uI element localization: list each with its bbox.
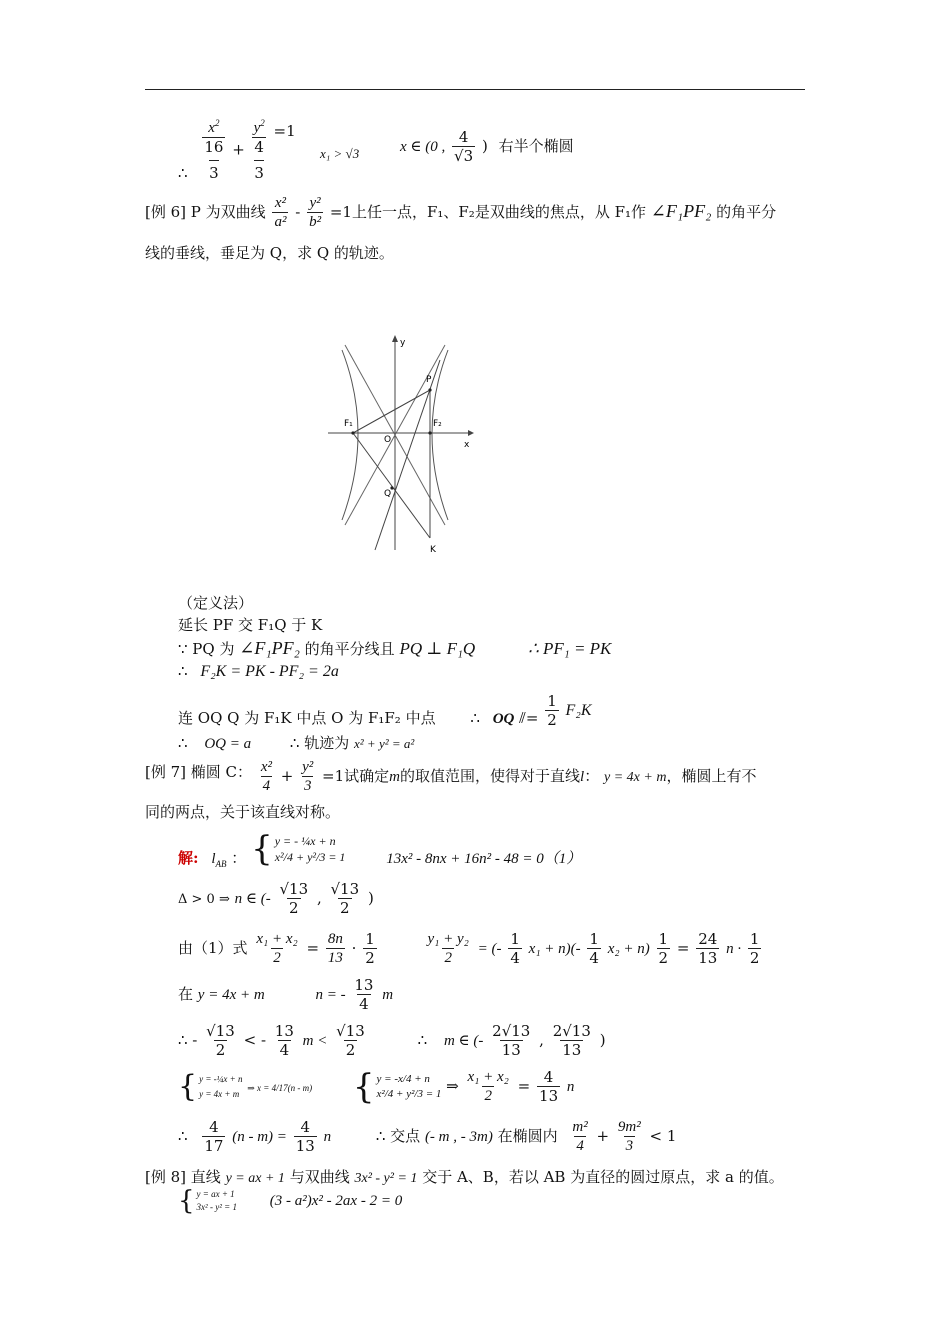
example-8-line-2: { y = ax + 1 3x² - y² = 1 (3 - a²)x² - 2ax - 2 = 0 (178, 1186, 403, 1216)
label-k: K (430, 545, 436, 555)
label-x: x (464, 440, 470, 450)
method-label: （定义法） (178, 594, 254, 612)
header-rule (145, 89, 805, 90)
point-f1 (351, 431, 354, 434)
label-o: O (384, 435, 392, 445)
intersection-system: { y = -¼x + n y = 4x + m ⇒ x = 4/17(n - m) { y = -x/4 + n x²/4 + y²/3 = 1 ⇒ $\frac{\text{x₁ + x₂}}{2}$ = $\frac{4}{13}$ n (178, 1066, 575, 1107)
label-f2: F₂ (433, 419, 442, 429)
example-8-line-1: [例 8] 直线 y = ax + 1 与双曲线 3x² - y² = 1 交于 A、B，若以 AB 为直径的圆过原点，求 a 的值。 (145, 1168, 784, 1186)
label-q: Q (384, 489, 392, 499)
label-f1: F₁ (344, 419, 353, 429)
segment-f1k (353, 433, 430, 538)
final-line-7: ∴ $\frac{4}{17}$ (n - m) = $\frac{4}{13}$ n ∴ 交点 (- m , - 3m) 在椭圆内 $\frac{\text{m²}}{4}$ + $\frac{\text{9m²}}{3}$ < 1 (178, 1118, 677, 1155)
fraction-y: $y^2$ 4 3 (253, 118, 265, 182)
solution-6-line-5: ∴ OQ = a ∴ 轨迹为 x² + y² = a² (178, 734, 415, 752)
label-p: P (426, 375, 432, 385)
discriminant-line: Δ > 0 ⇒ n ∈ (- $\frac{√13}{2}$ , $\frac{√13}{2}$ ) (178, 880, 374, 917)
example-7-line-1: [例 7] 椭圆 C： $\frac{\text{x²}}{4}$ + $\frac{\text{y²}}{3}$ =1试确定m的取值范围，使得对于直线l： y = 4x + m，椭圆上有不 (145, 759, 757, 794)
hyperbola-figure (320, 330, 480, 560)
x1-condition: x₁ > √3 (320, 146, 360, 161)
right-half-ellipse-label: 右半个椭圆 (498, 136, 574, 155)
solution-7-line-1: 解: $l_{AB}$ ： { y = - ¼x + n x²/4 + y²/3 = 1 13x² - 8nx + 16n² - 48 = 0（1） (178, 829, 582, 869)
y-axis-arrow (392, 335, 398, 342)
inequality-line: ∴ - $\frac{√13}{2}$ < - $\frac{13}{4}$ m < $\frac{√13}{2}$ ∴ m ∈ (- $\frac{2√13}{13}$ , $\frac{2√13}{13}$ ) (178, 1022, 606, 1059)
label-y: y (400, 338, 406, 348)
solution-6-line-2: ∵ PQ 为 ∠F₁PF₂ 的角平分线且 PQ ⊥ F₁Q ∴ PF₁ = PK (178, 638, 612, 658)
line-1: ∴ $x^2$ 16 3 + $y^2$ 4 3 =1 (178, 118, 296, 183)
solution-label: 解: (178, 849, 199, 867)
equals-one: =1 (273, 122, 296, 141)
solution-6-line-4: 连 OQ Q 为 F₁K 中点 O 为 F₁F₂ 中点 ∴ OQ ⫽= $\frac{1}{2}$ F₂K (178, 692, 592, 729)
line-substitution: 在 y = 4x + m n = - $\frac{13}{4}$ m (178, 976, 394, 1013)
x-range: x ∈ (0 , $\frac{4}{√3}$ ) 右半个椭圆 (400, 128, 574, 165)
example-6-line-1: [例 6] P 为双曲线 $\frac{\text{x²}}{\text{a²}}$ - $\frac{\text{y²}}{\text{b²}}$ =1上任一点，F₁、F₂是双曲线的焦点，从 F₁作 ∠F₁PF₂ 的角平分 (145, 195, 777, 230)
x-axis-arrow (468, 430, 474, 436)
midpoint-line: 由（1）式 $\frac{\text{x₁ + x₂}}{2}$ = $\frac{8n}{13}$ · $\frac{1}{2}$ $\frac{\text{y₁ + y₂}}{2}$ = (- $\frac{1}{4}$ x₁ + n)(- $\frac{1}{4}$ x₂ + n) $\frac{1}{2}$ = $\frac{24}{13}$ n · $\frac{1}{2}$ (178, 930, 760, 967)
therefore-symbol: ∴ (178, 164, 188, 183)
example-7-line-2: 同的两点，关于该直线对称。 (145, 803, 341, 821)
fraction-x: $x^2$ 16 3 (204, 118, 224, 182)
solution-6-line-1: 延长 PF 交 F₁Q 于 K (178, 616, 323, 634)
system-ab: { y = - ¼x + n x²/4 + y²/3 = 1 (251, 829, 346, 869)
solution-6-line-3: ∴ F₂K = PK - PF₂ = 2a (178, 662, 339, 680)
point-p (428, 388, 431, 391)
example-6-line-2: 线的垂线，垂足为 Q，求 Q 的轨迹。 (145, 244, 394, 262)
point-f2 (428, 431, 431, 434)
hyperbola-left-branch (342, 350, 358, 520)
